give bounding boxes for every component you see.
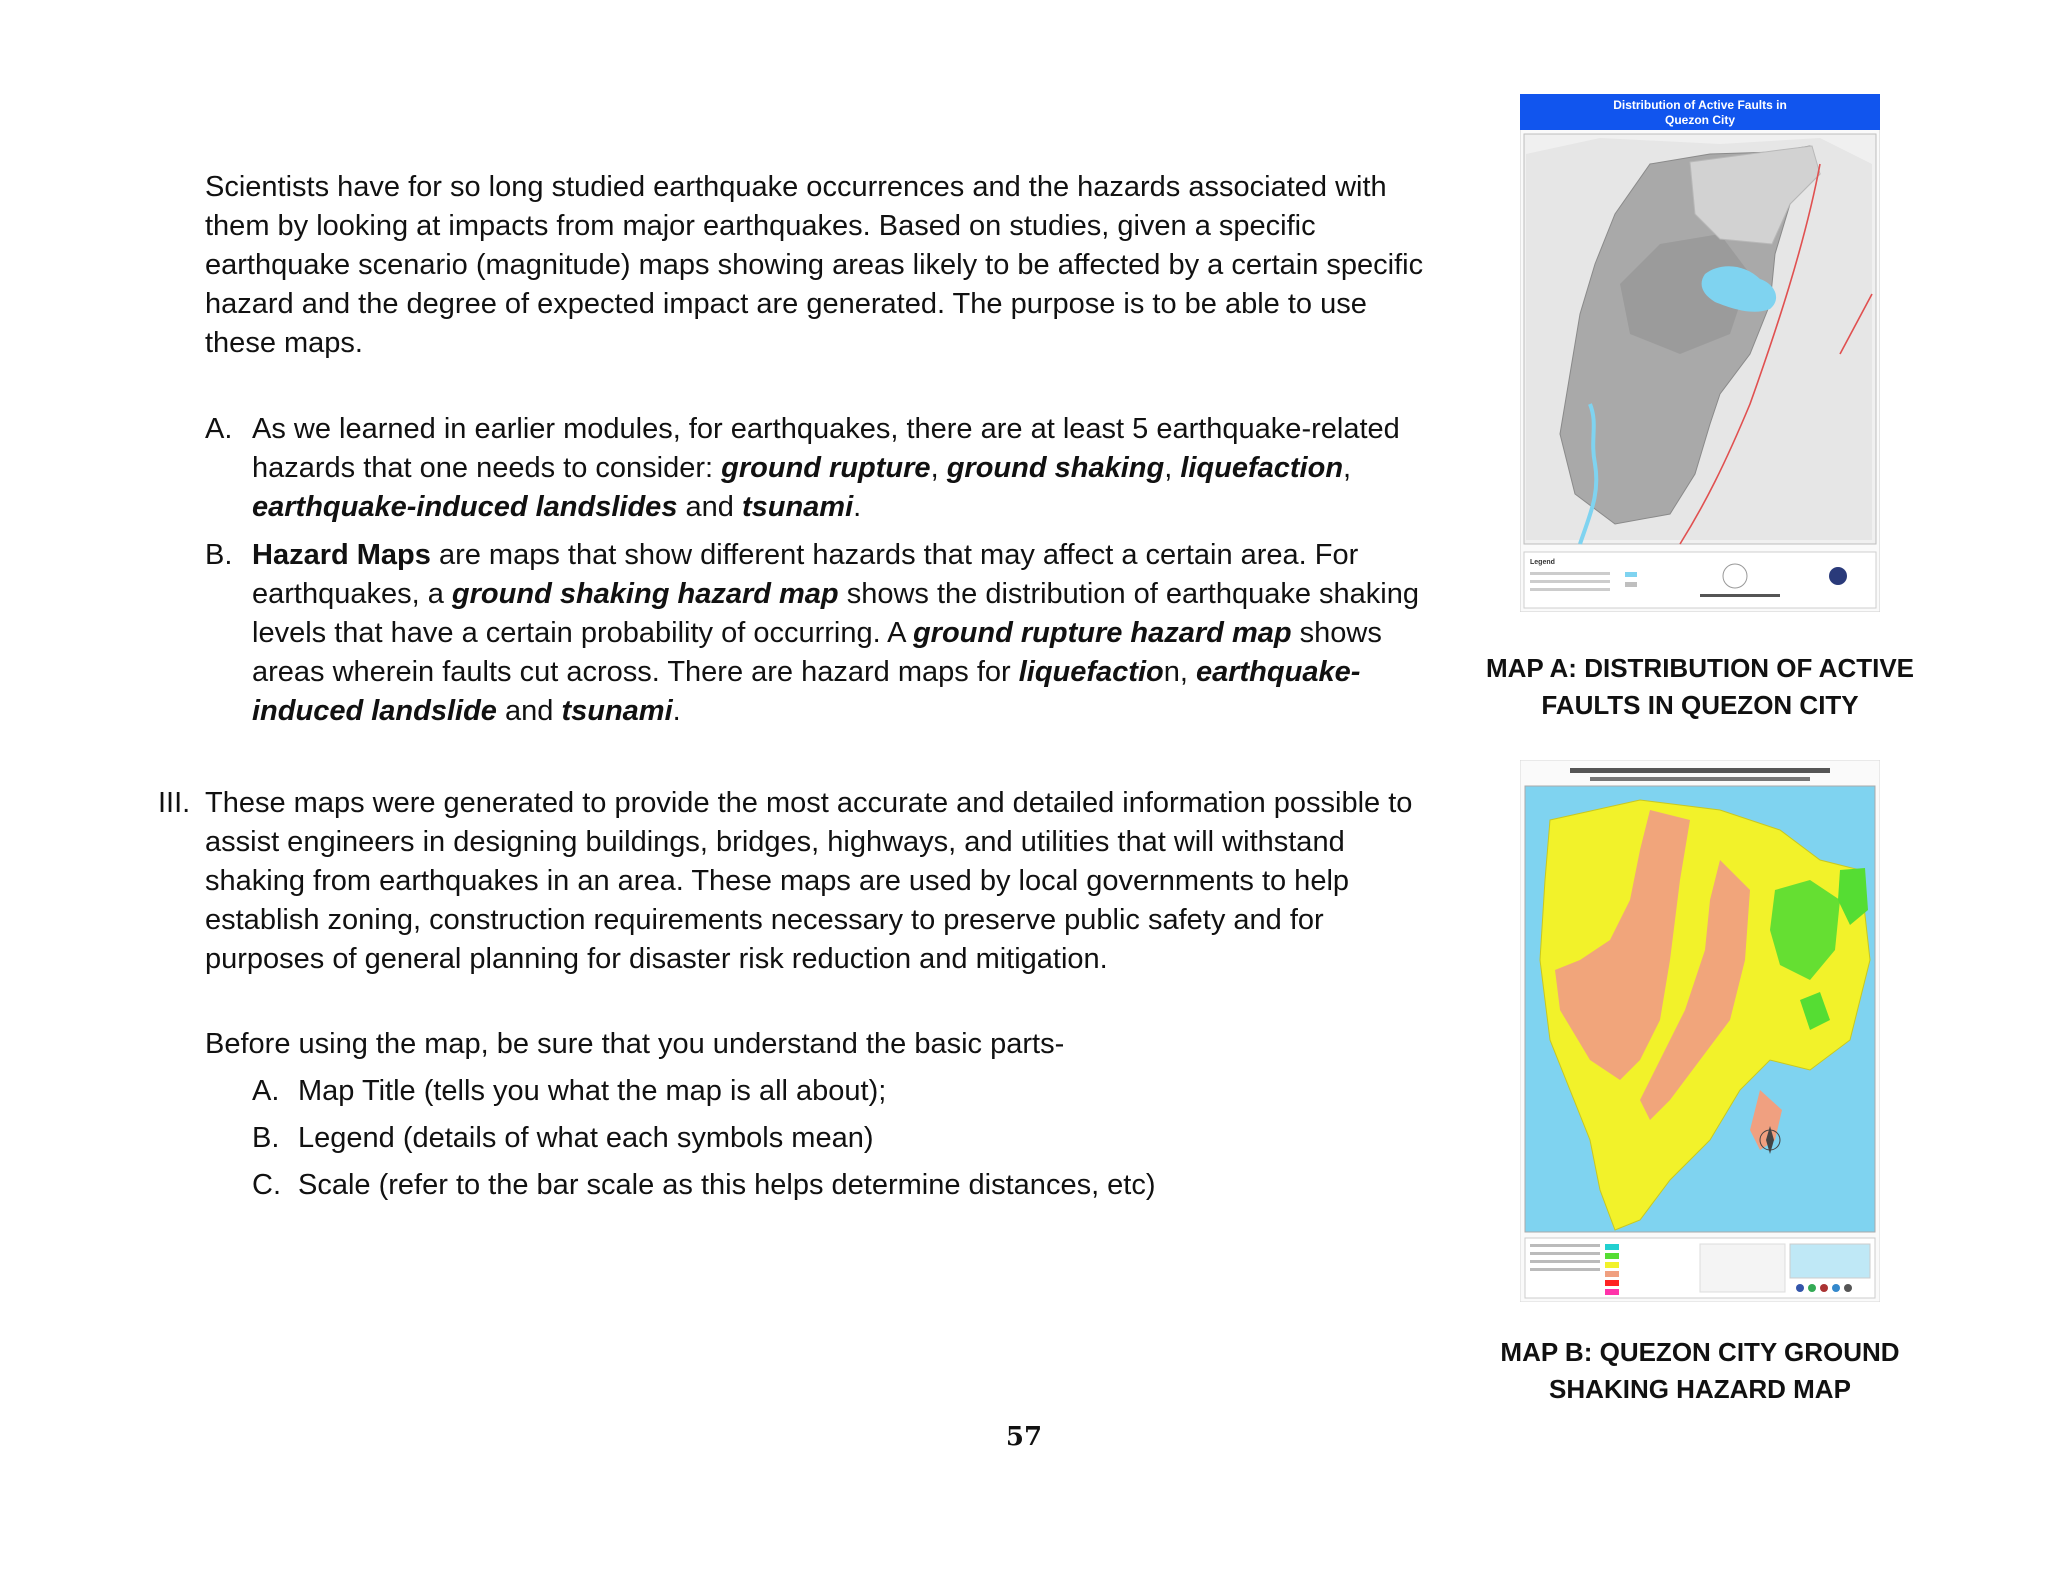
list-item-text: shows areas wherein faults cut across. There are hazard maps for [252,617,1382,688]
keyword-landslide: earthquake-induced landslide [252,656,1361,727]
page-number: 57 [1005,1422,1043,1452]
list-item-text: . [672,695,681,727]
list-item-map-title: Map Title (tells you what the map is all about); [298,1075,887,1107]
map-a-legend-label: Legend [1530,559,1555,566]
separator: , [1164,452,1181,484]
before-paragraph: Before using the map, be sure that you understand the basic parts- [205,1028,1065,1060]
separator: , [1343,452,1352,484]
list-marker: A. [252,1075,280,1107]
list-item-text: As we learned in earlier modules, for earthquakes, there are at least 5 earthquake-related hazards that one needs to consider: [252,413,1400,484]
keyword-ground-shaking: ground shaking [946,452,1165,484]
list-item-hazards [252,410,1432,527]
map-a-title-line-2: Quezon City [1664,113,1736,127]
separator: , [930,452,947,484]
keyword-ground-rupture: ground rupture [721,452,931,484]
list-item-text: are maps that show different hazards that may affect a certain area. For earthquakes, a [252,539,1359,610]
separator: and [677,491,742,523]
map-b-shaking-hazard-image [1520,760,1880,1302]
map-a-faults-image [1520,94,1880,612]
keyword-ground-rupture-map: ground rupture hazard map [912,617,1292,649]
map-a-caption: MAP A: DISTRIBUTION OF ACTIVE FAULTS IN QUEZON CITY [1485,653,1915,720]
keyword-tsunami: tsunami [561,695,673,727]
list-marker: B. [252,1122,280,1154]
keyword-liquefaction: liquefactio [1018,656,1164,688]
separator: . [853,491,862,523]
keyword-liquefaction: liquefaction [1180,452,1344,484]
list-item-text: and [496,695,562,727]
list-item-scale: Scale (refer to the bar scale as this helps determine distances, etc) [298,1169,1156,1201]
keyword-hazard-maps: Hazard Maps [252,539,431,571]
intro-paragraph: Scientists have for so long studied earthquake occurrences and the hazards associated with them by looking at impacts from major earthquakes. Based on studies, given a specific earthquake scenario (magnitude) maps showing areas likely to be affected by a certain specific hazard and the degree of expected impact are generated. The purpose is to be able to use these maps. [205,171,1424,359]
list-marker: C. [252,1169,281,1201]
section-3-paragraph: These maps were generated to provide the most accurate and detailed information possible to assist engineers in designing buildings, bridges, highways, and utilities that will withstand shaking from earthquakes in an area. These maps are used by local governments to help establish zoning, construction requirements necessary to preserve public safety and for purposes of general planning for disaster risk reduction and mitigation. [205,787,1413,975]
list-item-text: shows the distribution of earthquake shaking levels that have a certain probability of occurring. A [252,578,1419,649]
keyword-landslides: earthquake-induced landslides [252,491,678,523]
keyword-tsunami: tsunami [741,491,854,523]
list-item-legend: Legend (details of what each symbols mean) [298,1122,874,1154]
map-a-title-line-1: Distribution of Active Faults in [1613,98,1787,112]
list-marker: B. [205,539,233,571]
map-b-caption: MAP B: QUEZON CITY GROUND SHAKING HAZARD MAP [1500,1337,1900,1404]
list-marker: A. [205,413,233,445]
list-item-text: n, [1163,656,1196,688]
list-item-hazard-maps [252,536,1432,731]
section-marker: III. [158,787,191,819]
map-a-logo-icon [1829,567,1847,585]
keyword-ground-shaking-map: ground shaking hazard map [451,578,839,610]
